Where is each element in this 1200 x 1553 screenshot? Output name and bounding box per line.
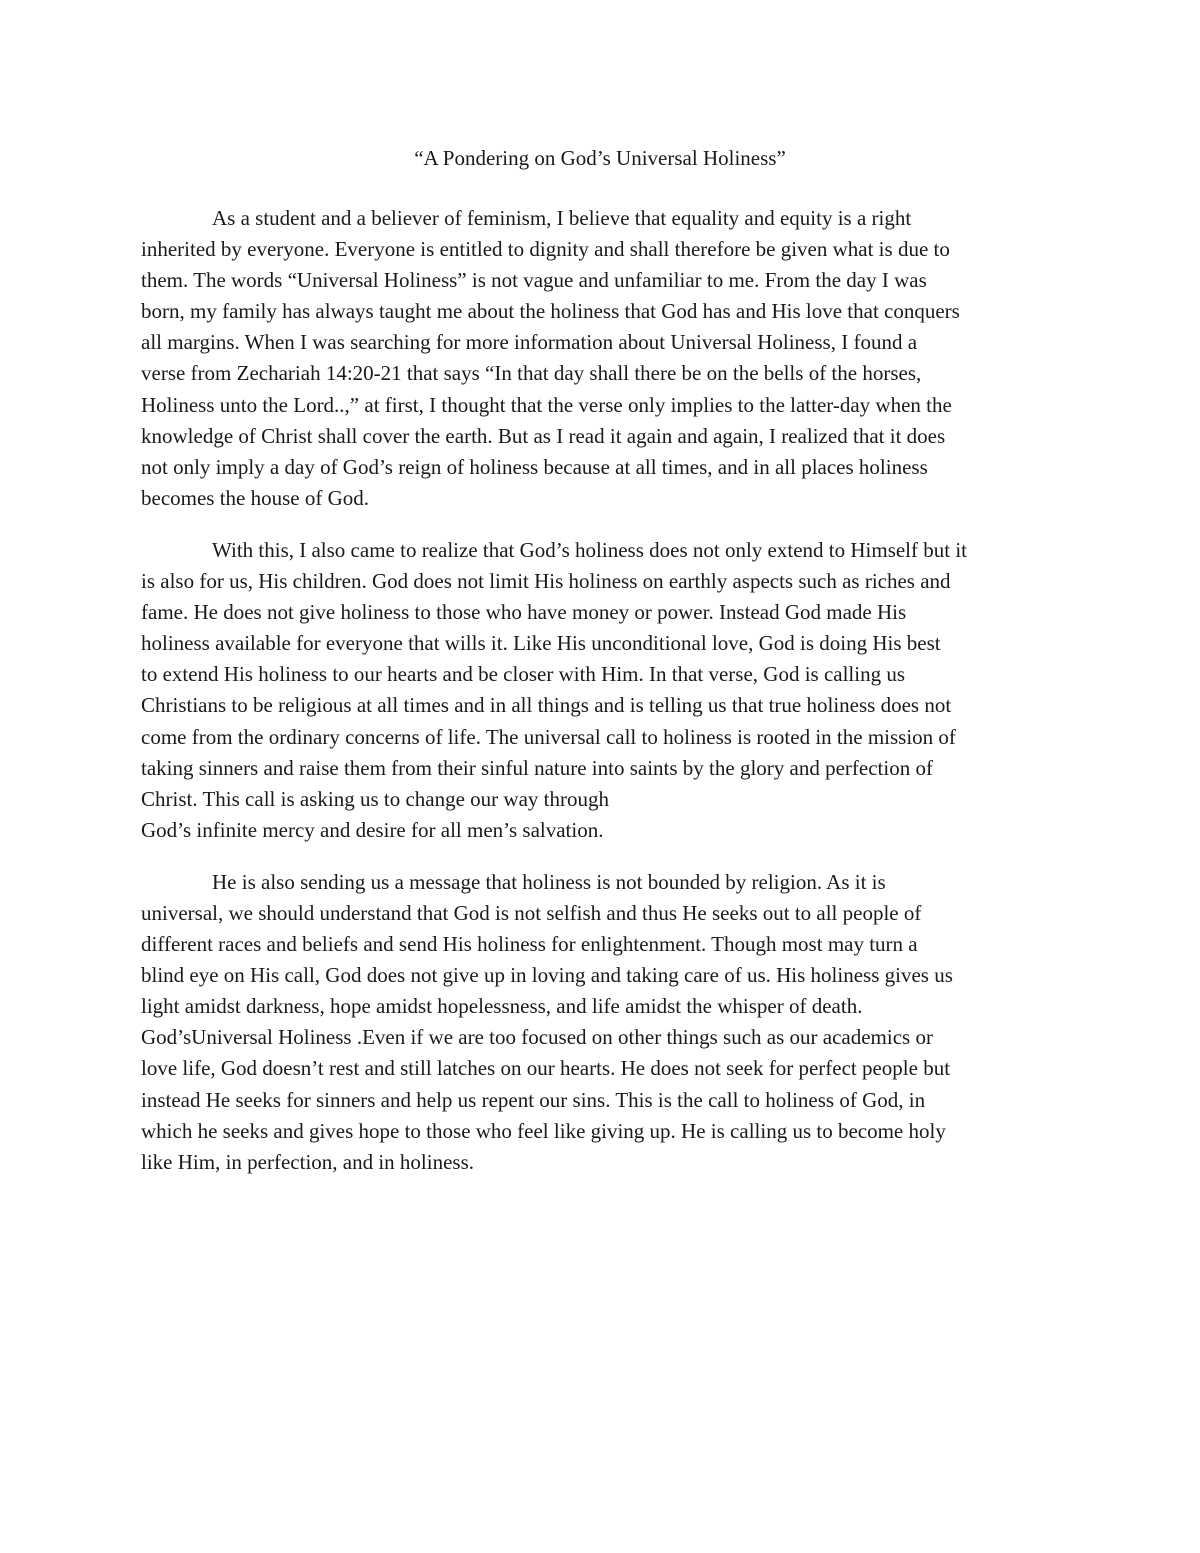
text-line: knowledge of Christ shall cover the earth. But as I read it again and again, I realized that it does <box>141 423 946 448</box>
text-line: inherited by everyone. Everyone is entitled to dignity and shall therefore be given what is due to <box>141 237 950 262</box>
text-line: God’sUniversal Holiness .Even if we are too focused on other things such as our academics or <box>141 1025 933 1050</box>
text-line: come from the ordinary concerns of life. The universal call to holiness is rooted in the mission of <box>141 724 956 749</box>
document-title: “A Pondering on God’s Universal Holiness” <box>414 146 786 170</box>
text-line: becomes the house of God. <box>141 485 370 510</box>
text-line: different races and beliefs and send His holiness for enlightenment. Though most may turn a <box>141 932 918 957</box>
text-line: He is also sending us a message that holiness is not bounded by religion. As it is <box>212 869 886 894</box>
paragraph-2 <box>141 535 1065 846</box>
text-line: With this, I also came to realize that God’s holiness does not only extend to Himself but it <box>212 537 968 562</box>
text-line: universal, we should understand that God is not selfish and thus He seeks out to all people of <box>141 900 922 925</box>
text-line: love life, God doesn’t rest and still latches on our hearts. He does not seek for perfect people but <box>141 1056 951 1081</box>
text-line: taking sinners and raise them from their sinful nature into saints by the glory and perfection of <box>141 755 933 780</box>
text-line: holiness available for everyone that wills it. Like His unconditional love, God is doing His best <box>141 631 941 656</box>
text-line: them. The words “Universal Holiness” is not vague and unfamiliar to me. From the day I was <box>141 268 927 293</box>
text-line: verse from Zechariah 14:20-21 that says “In that day shall there be on the bells of the horses, <box>141 361 922 386</box>
text-line: instead He seeks for sinners and help us repent our sins. This is the call to holiness of God, in <box>141 1087 926 1112</box>
text-line: As a student and a believer of feminism, I believe that equality and equity is a right <box>212 206 912 230</box>
paragraph-1 <box>141 203 1065 514</box>
text-line: not only imply a day of God’s reign of holiness because at all times, and in all places holiness <box>141 454 928 479</box>
text-line: is also for us, His children. God does not limit His holiness on earthly aspects such as riches and <box>141 569 951 594</box>
text-line: light amidst darkness, hope amidst hopelessness, and life amidst the whisper of death. <box>141 994 863 1019</box>
text-line: all margins. When I was searching for more information about Universal Holiness, I found a <box>141 330 918 355</box>
text-line: blind eye on His call, God does not give up in loving and taking care of us. His holiness gives us <box>141 963 953 988</box>
document-body <box>141 203 1065 1199</box>
text-line: which he seeks and gives hope to those who feel like giving up. He is calling us to become holy <box>141 1118 946 1143</box>
text-line: fame. He does not give holiness to those who have money or power. Instead God made His <box>141 600 907 625</box>
text-line: Christians to be religious at all times and in all things and is telling us that true holiness does not <box>141 693 952 718</box>
text-line: Holiness unto the Lord..,” at first, I thought that the verse only implies to the latter-day when the <box>141 392 952 417</box>
text-line: born, my family has always taught me about the holiness that God has and His love that conquers <box>141 299 960 324</box>
paragraph-3 <box>141 867 1065 1178</box>
text-line: like Him, in perfection, and in holiness. <box>141 1149 475 1174</box>
text-line: God’s infinite mercy and desire for all men’s salvation. <box>141 817 604 842</box>
text-line: Christ. This call is asking us to change our way through <box>141 786 609 811</box>
text-line: to extend His holiness to our hearts and be closer with Him. In that verse, God is calling us <box>141 662 906 687</box>
